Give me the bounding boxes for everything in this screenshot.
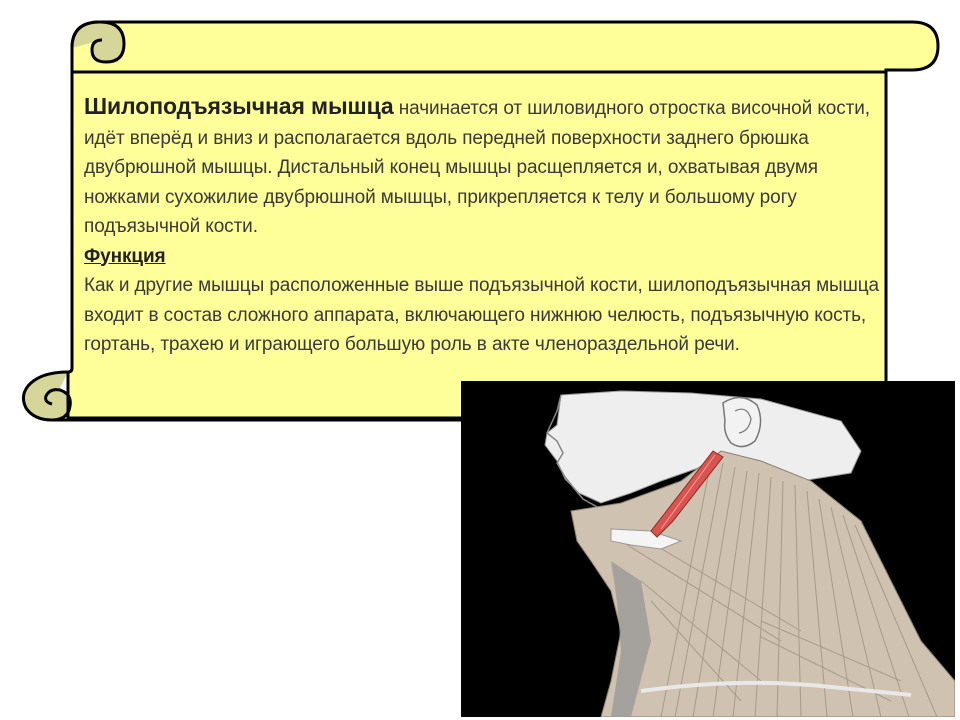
slide-title: Шилоподъязычная мышца bbox=[84, 93, 394, 119]
intro-text: начинается от шиловидного отростка височной кости, идёт вперёд и вниз и располагается вдоль передней поверхности заднего брюшка двубрюшной мышцы. Дистальный конец мышцы расщепляется и, охватывая двумя ножками сухожилие двубрюшной мышцы, прикрепляется к телу и большому рогу подъязычной кости. bbox=[84, 98, 870, 237]
description-text bbox=[84, 92, 884, 360]
neck-muscles-illustration bbox=[461, 381, 955, 717]
function-heading-line bbox=[84, 242, 884, 272]
intro-paragraph bbox=[84, 92, 884, 242]
function-text: Как и другие мышцы расположенные выше подъязычной кости, шилоподъязычная мышца входит в состав сложного аппарата, включающего нижнюю челюсть, подъязычную кость, гортань, трахею и играющего большую роль в акте членораздельной речи. bbox=[84, 275, 880, 355]
function-heading: Функция bbox=[84, 245, 166, 267]
